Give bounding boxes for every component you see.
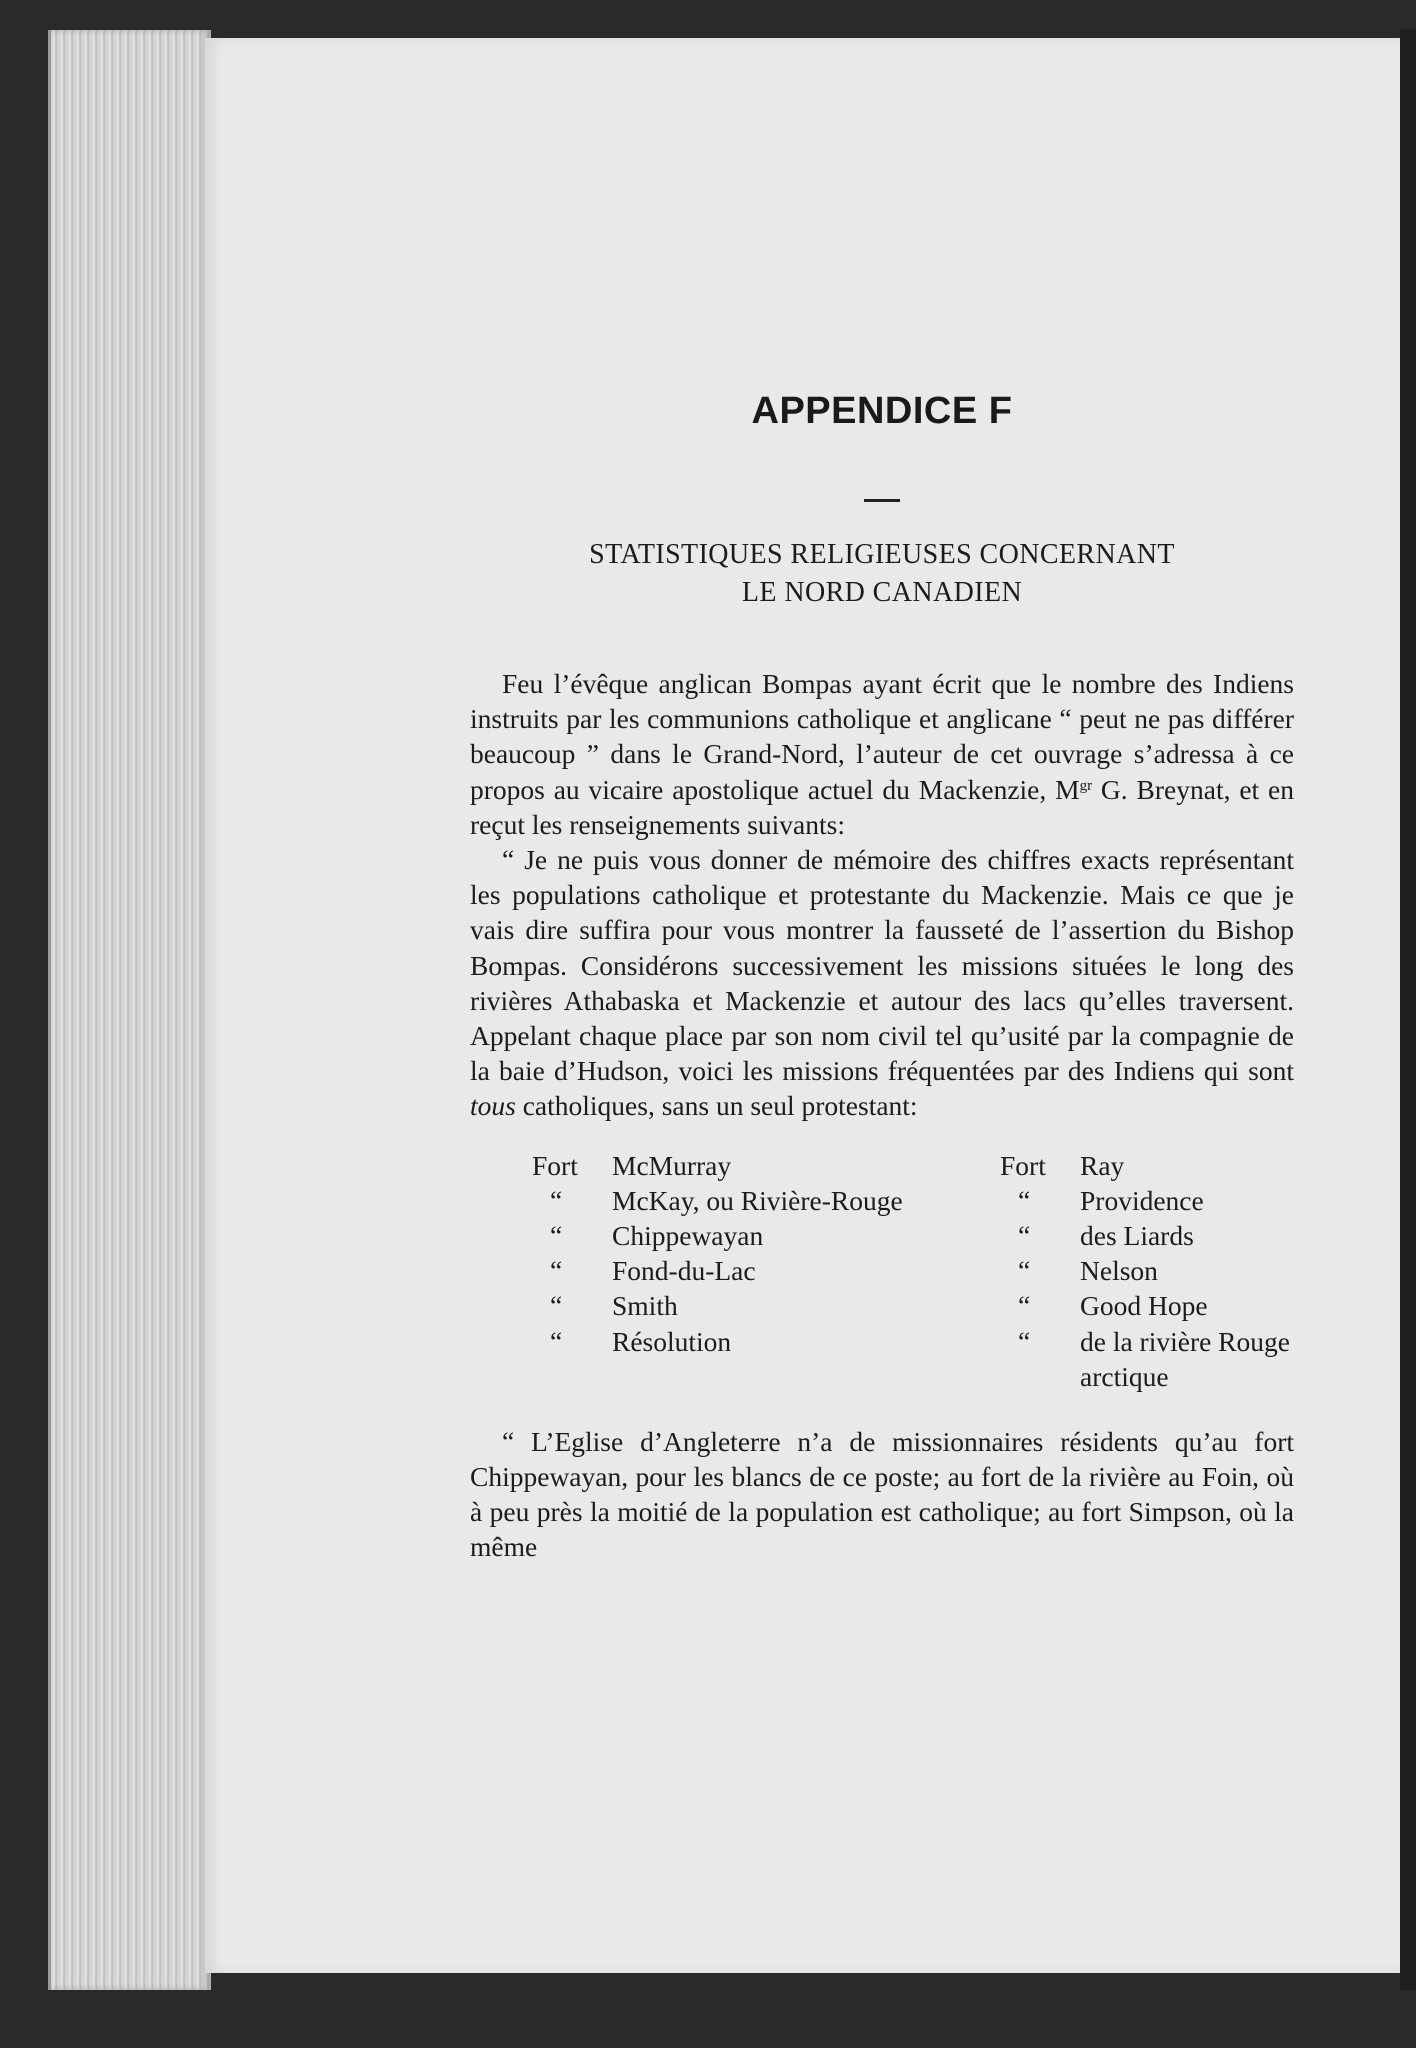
page-content (470, 390, 1294, 1564)
list-item (532, 1148, 972, 1183)
fort-lists (470, 1148, 1294, 1398)
paragraph-quote (470, 842, 1294, 1124)
fort-name: Providence (1080, 1184, 1204, 1216)
paragraph-intro-text: Feu l’évêque anglican Bompas ayant écrit que le nombre des Indiens instruits par les communions catholique et anglicane “ peut ne pas différer beaucoup ” dans le Grand-Nord, l’auteur de cet ouvrage s’adressa à ce propos au vicaire apostolique actuel du Mackenzie, M (470, 668, 1294, 805)
subtitle-line-2: LE NORD CANADIEN (741, 577, 1023, 608)
fort-prefix: Fort (532, 1149, 578, 1181)
monseigneur-superscript: gr (1079, 777, 1093, 794)
ditto-mark: “ (550, 1325, 563, 1357)
title-rule (864, 499, 900, 502)
fort-name: Smith (612, 1290, 678, 1322)
paragraph-intro (470, 666, 1294, 842)
fort-name: Fond-du-Lac (612, 1255, 756, 1287)
fort-name: de la rivière Rouge arctique (1080, 1325, 1290, 1392)
fort-list-right (1000, 1148, 1300, 1394)
subtitle-line-1: STATISTIQUES RELIGIEUSES CONCERNANT (589, 539, 1175, 570)
list-item (532, 1324, 972, 1359)
fort-name: Résolution (612, 1325, 732, 1357)
list-item (532, 1218, 972, 1253)
list-item (532, 1183, 972, 1218)
fort-name: Chippewayan (612, 1220, 764, 1252)
appendix-title: APPENDICE F (751, 390, 1013, 432)
paragraph-church-of-england: “ L’Eglise d’Angleterre n’a de missionnaires résidents qu’au fort Chippewayan, pour les blancs de ce poste; au fort de la rivière au Foin, où à peu près la moitié de la population est catholique; au fort Simpson, où la même (470, 1425, 1294, 1563)
list-item (1000, 1324, 1300, 1394)
ditto-mark: “ (550, 1184, 563, 1216)
paragraph-quote-text-end: catholiques, sans un seul protestant: (515, 1090, 918, 1122)
book-page-edges (48, 30, 211, 1990)
ditto-mark: “ (1018, 1220, 1031, 1252)
list-item (532, 1288, 972, 1323)
fort-name: Good Hope (1080, 1290, 1208, 1322)
fort-name: Nelson (1080, 1255, 1158, 1287)
list-item (1000, 1288, 1300, 1323)
ditto-mark: “ (1018, 1255, 1031, 1287)
list-item (1000, 1183, 1300, 1218)
section-subtitle (470, 536, 1294, 612)
scan-border (1400, 30, 1416, 1990)
ditto-mark: “ (1018, 1290, 1031, 1322)
fort-list-left (532, 1148, 972, 1359)
ditto-mark: “ (1018, 1184, 1031, 1216)
list-item (1000, 1148, 1300, 1183)
list-item (1000, 1253, 1300, 1288)
list-item (532, 1253, 972, 1288)
emphasis-tous: tous (470, 1090, 516, 1122)
ditto-mark: “ (1018, 1325, 1031, 1357)
paragraph-intro-text-end: G. Breynat, et en reçut les renseignements suivants: (470, 773, 1294, 840)
paragraph-quote-text: “ Je ne puis vous donner de mémoire des chiffres exacts représentant les populations catholique et protestante du Mackenzie. Mais ce que je vais dire suffira pour vous montrer la fausseté de l’assertion du Bishop Bompas. Considérons successivement les missions situées le long des rivières Athabaska et Mackenzie et autour des lacs qu’elles traversent. Appelant chaque place par son nom civil tel qu’usité par la compagnie de la baie d’Hudson, voici les missions fréquentées par des Indiens qui sont (470, 844, 1294, 1087)
fort-name: des Liards (1080, 1220, 1194, 1252)
fort-prefix: Fort (1000, 1149, 1046, 1181)
ditto-mark: “ (550, 1290, 563, 1322)
fort-name: Ray (1080, 1149, 1125, 1181)
ditto-mark: “ (550, 1220, 563, 1252)
ditto-mark: “ (550, 1255, 563, 1287)
fort-name: McMurray (612, 1149, 732, 1181)
list-item (1000, 1218, 1300, 1253)
fort-name: McKay, ou Rivière-Rouge (612, 1184, 903, 1216)
